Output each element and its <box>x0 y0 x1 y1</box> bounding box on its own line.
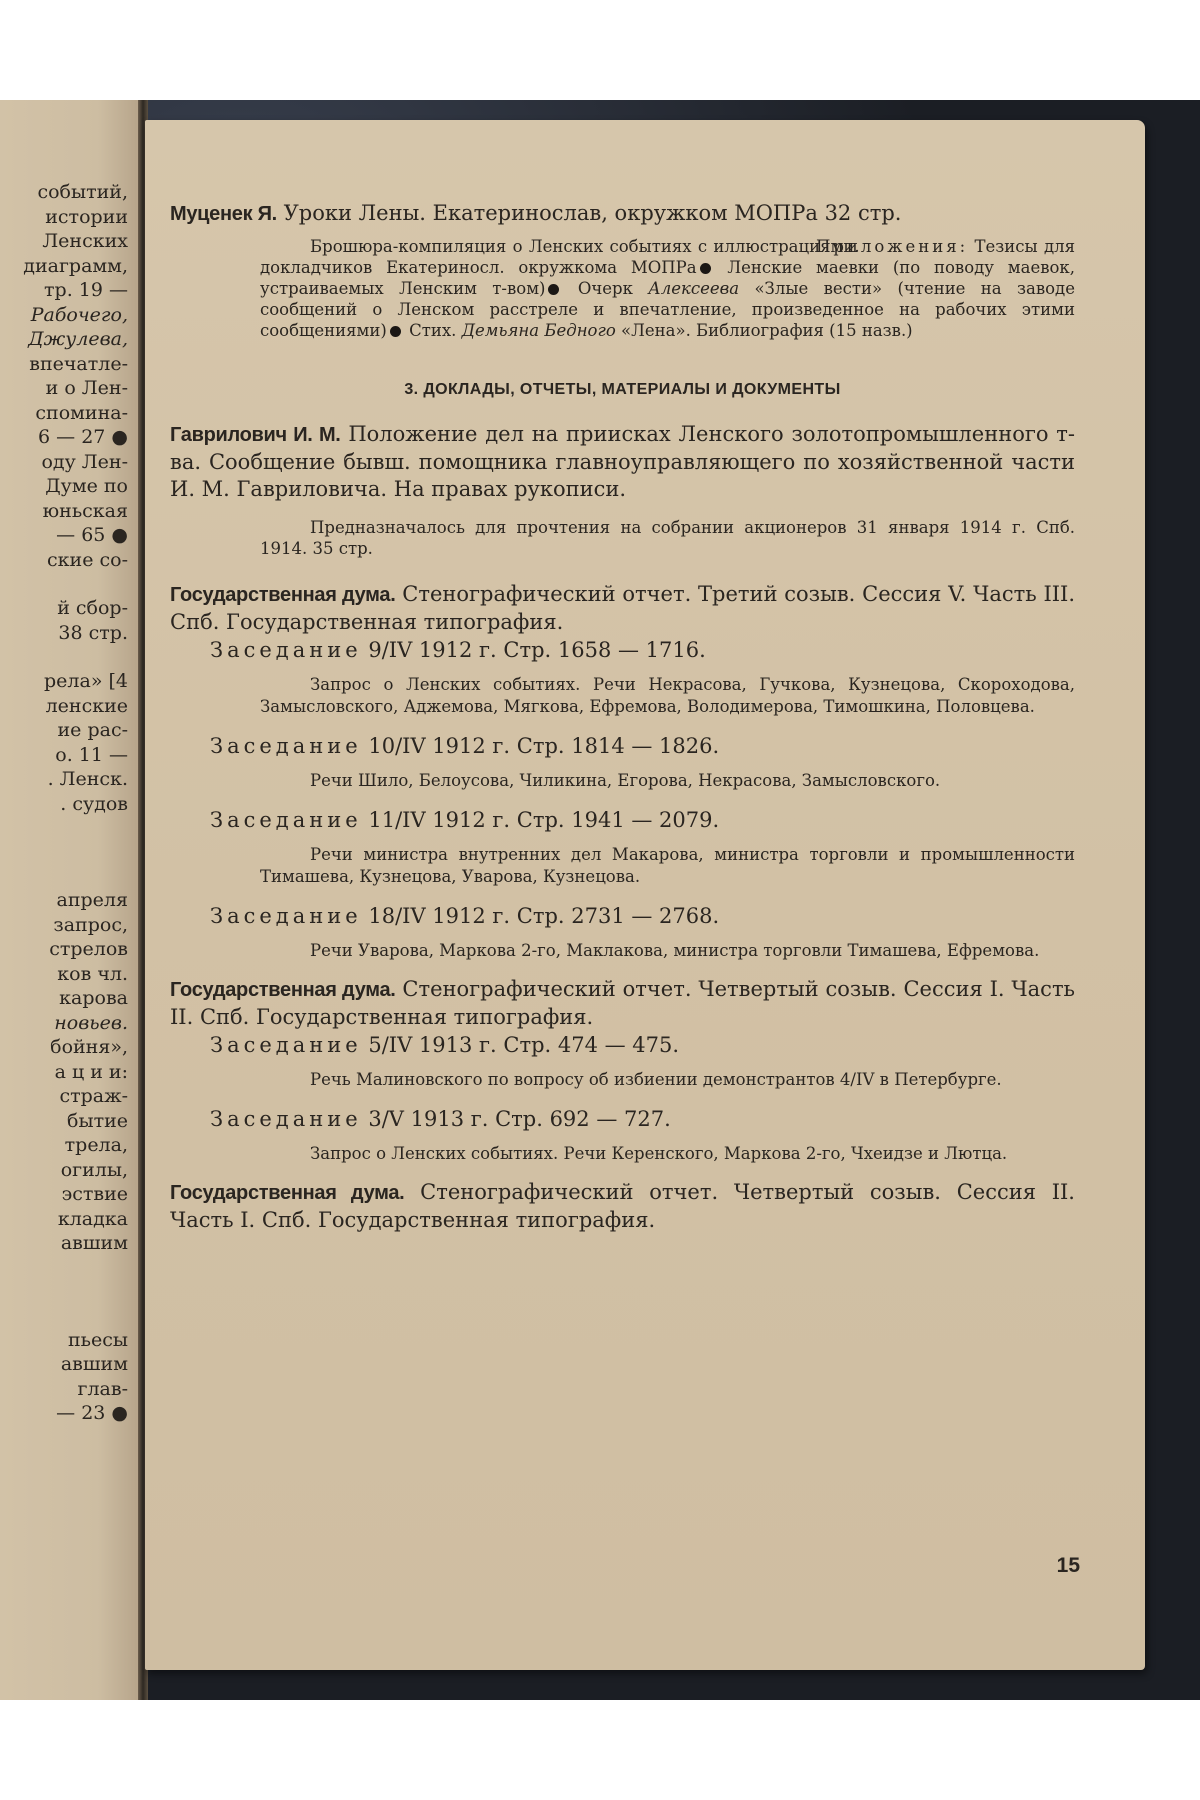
session-heading <box>210 732 1075 760</box>
left-page-line: оду Лен- <box>41 450 128 473</box>
entry-author: Гаврилович И. М. <box>170 424 341 446</box>
left-page-line: пьесы <box>67 1328 128 1351</box>
section-title: 3. ДОКЛАДЫ, ОТЧЕТЫ, МАТЕРИАЛЫ И ДОКУМЕНТЫ <box>404 381 841 398</box>
entry-heading <box>170 581 1075 636</box>
line-gap <box>23 1256 128 1280</box>
session-note: Речи министра внутренних дел Макарова, министра торговли и промышленности Тимашева, Кузнецова, Уварова, Кузнецова. <box>260 845 1075 886</box>
bibliography-entry-duma-4-2 <box>170 1179 1075 1234</box>
bibliography-entry-duma-3 <box>170 581 1075 962</box>
left-page-line: авшим <box>60 1353 128 1375</box>
entry-title: Стенографический отчет. Третий созыв. Сессия V. Часть III. Спб. Государственная типография. <box>170 582 1076 634</box>
session-note: Речь Малиновского по вопросу об избиении демонстрантов 4/IV в Петербурге. <box>310 1070 1002 1089</box>
page-content <box>170 200 1075 1248</box>
entry-heading <box>170 1179 1075 1234</box>
left-page-line: а ц и и: <box>54 1060 128 1083</box>
entry-author: Государственная дума. <box>170 584 396 606</box>
entry-author: Государственная дума. <box>170 1182 405 1204</box>
left-page-line: ков чл. <box>57 962 128 985</box>
entry-annotation <box>260 236 1075 341</box>
left-page-line: Думе по <box>45 475 128 497</box>
book-photo <box>0 100 1200 1700</box>
session-ref: 9/IV 1912 г. Стр. 1658 — 1716. <box>361 638 706 662</box>
left-page-line: бытие <box>67 1109 128 1132</box>
session-heading <box>210 806 1075 834</box>
left-page-line: бойня», <box>50 1036 128 1058</box>
annotation-text: «Лена». Библиография (15 назв.) <box>615 321 913 340</box>
session-ref: 18/IV 1912 г. Стр. 2731 — 2768. <box>361 904 720 928</box>
left-page-line: апреля <box>56 889 128 911</box>
line-gap <box>23 645 128 669</box>
left-page-line: новьев. <box>54 1011 128 1034</box>
bullet-icon <box>548 284 559 295</box>
entry-annotation: Предназначалось для прочтения на собрании акционеров 31 января 1914 г. Спб. 1914. 35 стр. <box>260 518 1075 558</box>
session-heading <box>210 636 1075 664</box>
left-page-line: Рабочего, <box>30 303 128 326</box>
session-ref: 10/IV 1912 г. Стр. 1814 — 1826. <box>361 734 720 758</box>
left-page-line: карова <box>59 987 128 1009</box>
session-label: Заседание <box>210 904 362 928</box>
left-page-line: впечатле- <box>29 352 128 375</box>
entry-author: Государственная дума. <box>170 979 396 1001</box>
left-page-line: эствие <box>61 1183 128 1205</box>
left-page-line: ленские <box>45 694 128 717</box>
annotation-text: Ленские маевки (по поводу маевок, устраиваемых Ленским т-вом) <box>260 258 1075 298</box>
left-page-line: трела, <box>64 1134 128 1156</box>
left-page-text <box>23 180 128 1426</box>
session-note: Речи Шило, Белоусова, Чиликина, Егорова, Некрасова, Замысловского. <box>310 771 941 790</box>
line-gap <box>23 864 128 888</box>
left-page-line: истории <box>45 205 128 228</box>
left-page-line: событий, <box>37 181 128 203</box>
session-ref: 5/IV 1913 г. Стр. 474 — 475. <box>361 1033 680 1057</box>
bullet-icon <box>390 326 401 337</box>
session-heading <box>210 902 1075 930</box>
left-page-line: 38 стр. <box>58 621 128 644</box>
entry-title: Стенографический отчет. Четвертый созыв. Сессия II. Часть I. Спб. Государственная типография. <box>170 1180 1075 1232</box>
left-page-line: ие рас- <box>57 719 128 741</box>
entry-author: Муценек Я. <box>170 203 277 225</box>
line-gap <box>23 840 128 864</box>
left-page-line: глав- <box>77 1377 128 1400</box>
line-gap <box>23 1304 128 1328</box>
left-page-line: Джулева, <box>28 328 128 350</box>
left-page-line: авшим <box>60 1232 128 1254</box>
line-gap <box>23 816 128 840</box>
session-label: Заседание <box>210 734 362 758</box>
left-page-line: — 23 ● <box>56 1402 128 1424</box>
bibliography-entry-mutsenek <box>170 200 1075 341</box>
left-page-line: запрос, <box>53 913 128 936</box>
left-page-line: страж- <box>59 1085 128 1107</box>
left-page-line: ские со- <box>47 548 128 571</box>
bibliography-entry-gavrilovich <box>170 421 1075 559</box>
page-number: 15 <box>1056 1554 1080 1577</box>
session-note: Речи Уварова, Маркова 2-го, Маклакова, министра торговли Тимашева, Ефремова. <box>310 941 1040 960</box>
annotation-text: Брошюра-компиляция о Ленских событиях с иллюстрациями. <box>310 237 860 256</box>
left-page-line: 6 — 27 ● <box>38 426 128 448</box>
left-page-line: диаграмм, <box>23 254 128 277</box>
session-label: Заседание <box>210 808 362 832</box>
left-page-line: огилы, <box>60 1158 128 1181</box>
entry-title: Положение дел на приисках Ленского золотопромышленного т-ва. Сообщение бывш. помощника главноуправляющего по хозяйственной части И. М. Гавриловича. На правах рукописи. <box>170 422 1075 501</box>
appendix-label: Приложения: <box>815 237 969 256</box>
left-page-line: . судов <box>60 792 128 815</box>
session-label: Заседание <box>210 638 362 662</box>
session-label: Заседание <box>210 1107 362 1131</box>
session-ref: 3/V 1913 г. Стр. 692 — 727. <box>361 1107 671 1131</box>
annotation-text: Очерк <box>562 279 649 298</box>
session-ref: 11/IV 1912 г. Стр. 1941 — 2079. <box>361 808 720 832</box>
entry-title: Стенографический отчет. Четвертый созыв. Сессия I. Часть II. Спб. Государственная типография. <box>170 977 1075 1029</box>
annotation-italic: Алексеева <box>648 279 740 298</box>
left-page-line: кладка <box>57 1207 128 1230</box>
session-list <box>170 636 1075 962</box>
session-note: Запрос о Ленских событиях. Речи Некрасова, Гучкова, Кузнецова, Скороходова, Замысловского, Аджемова, Мягкова, Ефремова, Володимерова, Тимошкина, Половцева. <box>260 675 1075 716</box>
right-page <box>145 120 1145 1670</box>
left-page-line: тр. 19 — <box>44 279 128 301</box>
session-label: Заседание <box>210 1033 362 1057</box>
left-page-line: — 65 ● <box>56 524 128 546</box>
session-note: Запрос о Ленских событиях. Речи Керенского, Маркова 2-го, Чхеидзе и Лютца. <box>310 1144 1008 1163</box>
bullet-icon <box>700 263 711 274</box>
left-page-line: рела» [4 <box>44 670 128 692</box>
entry-heading <box>170 200 1075 228</box>
entry-heading <box>170 421 1075 503</box>
left-page-line: . Ленск. <box>47 768 128 790</box>
left-page-line: стрелов <box>49 938 128 960</box>
left-page-line: юньская <box>42 499 128 522</box>
line-gap <box>23 572 128 596</box>
session-list <box>170 1031 1075 1165</box>
session-heading <box>210 1105 1075 1133</box>
annotation-text: «Злые вести» (чтение на заводе сообщений о Ленском расстреле и впечатление, произведенное на рабочих этими сообщениями) <box>260 279 1075 340</box>
session-heading <box>210 1031 1075 1059</box>
annotation-text: Стих. <box>403 321 462 340</box>
entry-heading <box>170 976 1075 1031</box>
left-page-fragment <box>0 100 140 1700</box>
left-page-line: Ленских <box>42 230 128 252</box>
left-page-line: и о Лен- <box>45 377 128 399</box>
annotation-text: Тезисы для докладчиков Екатериносл. окружкома МОПРа <box>260 237 1076 277</box>
line-gap <box>23 1280 128 1304</box>
entry-title: Уроки Лены. Екатеринослав, окружком МОПРа 32 стр. <box>276 201 902 225</box>
bibliography-entry-duma-4-1 <box>170 976 1075 1165</box>
left-page-line: й сбор- <box>57 597 128 619</box>
left-page-line: спомина- <box>35 401 128 424</box>
annotation-italic: Демьяна Бедного <box>461 321 616 340</box>
left-page-line: о. 11 — <box>55 743 128 766</box>
